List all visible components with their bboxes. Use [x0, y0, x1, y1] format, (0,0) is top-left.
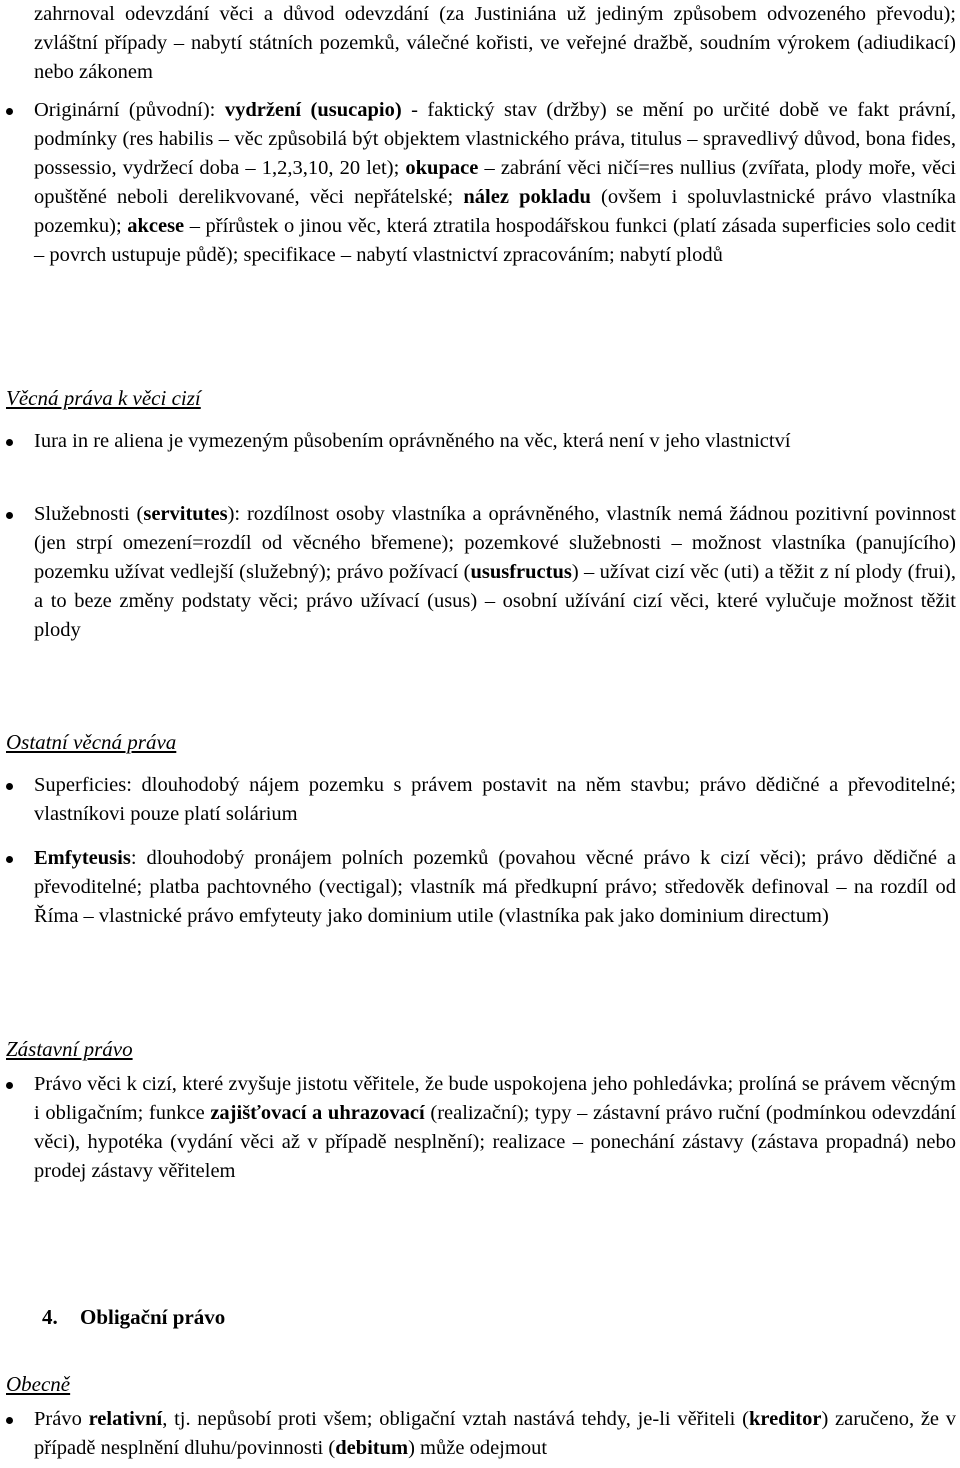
section-heading-zastavni-pravo: Zástavní právo	[6, 1037, 133, 1061]
emphasized-term: okupace	[405, 157, 479, 179]
chapter-heading-obligacni-pravo	[42, 1303, 225, 1332]
chapter-number: 4.	[42, 1305, 58, 1329]
emphasized-term: Emfyteusis	[34, 847, 131, 869]
text-run: – zabrání věci ničí=res nullius (zvířata, plody moře, věci opuštěné neboli derelikvované, věci nepřátelské;	[34, 157, 956, 208]
text-run: Superficies: dlouhodobý nájem pozemku s právem postavit na něm stavbu; právo dědičné a převoditelné; vlastníkovi pouze platí solárium	[34, 774, 956, 825]
list-item-iura-in-re-aliena	[34, 427, 956, 456]
emphasized-term: relativní	[88, 1408, 163, 1430]
emphasized-term: zajišťovací a uhrazovací	[210, 1102, 425, 1124]
emphasized-term: ususfructus	[470, 561, 572, 583]
text-run: : dlouhodobý pronájem polních pozemků (povahou věcné právo k cizí věci); právo dědičné a převoditelné; platba pachtovného (vectigal); vlastník má předkupní právo; středověk definoval – na rozdíl od Říma – vlastnické právo emfyteuty jako dominium utile (vlastníka pak jako dominium directum)	[34, 847, 956, 927]
text-run: (ovšem i spoluvlastnické právo vlastníka pozemku);	[34, 186, 956, 237]
list-item-superficies	[34, 771, 956, 829]
emphasized-term: kreditor	[748, 1408, 822, 1430]
list-item-sluzebnosti	[34, 500, 956, 645]
section-heading-ostatni-vecna-prava: Ostatní věcná práva	[6, 730, 177, 754]
text-run: Iura in re aliena je vymezeným působením oprávněného na věc, která není v jeho vlastnictví	[34, 430, 791, 452]
text-run: , tj. nepůsobí proti všem; obligační vztah nastává tehdy, je-li věřiteli (	[162, 1408, 749, 1430]
list-item-zastavni-pravo	[34, 1070, 956, 1186]
text-run: ) může odejmout	[408, 1437, 548, 1459]
emphasized-term: servitutes	[143, 503, 228, 525]
emphasized-term: vydržení (usucapio)	[224, 99, 402, 121]
text-run: (realizační); typy – zástavní právo ruční (podmínkou odevzdání věci), hypotéka (vydání věci až v případě nesplnění); realizace – ponechání zástavy (zástava propadná) nebo prodej zástavy věřitelem	[34, 1102, 956, 1182]
text-run: - faktický stav (držby) se mění po určité době ve fakt právní, podmínky (res habilis – věc způsobilá být objektem vlastnického práva, titulus – spravedlivý důvod, bona fides, possessio, vydržecí doba – 1,2,3,10, 20 let);	[34, 99, 956, 179]
text-run: ) zaručeno, že v případě nesplnění dluhu/povinnosti (	[34, 1408, 957, 1459]
list-item-emfyteusis	[34, 844, 956, 931]
text-run: Služebnosti (	[34, 503, 144, 525]
list-item-originarni	[34, 96, 956, 270]
intro-paragraph	[34, 0, 956, 87]
emphasized-term: akcese	[127, 215, 185, 237]
section-heading-vecna-prava: Věcná práva k věci cizí	[6, 386, 201, 410]
text-run: Právo	[34, 1408, 89, 1430]
text-run: ) – užívat cizí věc (uti) a těžit z ní plody (frui), a to beze změny podstaty věci; právo užívací (usus) – osobní užívání cizí věci, které vylučuje možnost těžit plody	[34, 561, 957, 641]
text-run: – přírůstek o jinou věc, která ztratila hospodářskou funkci (platí zásada superficies solo cedit – povrch ustupuje půdě); specifikace – nabytí vlastnictví zpracováním; nabytí plodů	[34, 215, 956, 266]
list-item-obecne	[34, 1405, 956, 1463]
emphasized-term: nález pokladu	[463, 186, 591, 208]
text-run: Originární (původní):	[34, 99, 225, 121]
section-heading-obecne: Obecně	[6, 1372, 71, 1396]
emphasized-term: debitum	[335, 1437, 409, 1459]
text-run: zahrnoval odevzdání věci a důvod odevzdání (za Justiniána už jediným způsobem odvozeného převodu); zvláštní případy – nabytí státních pozemků, válečné kořisti, ve veřejné dražbě, soudním výrokem (adiudikací) nebo zákonem	[34, 3, 956, 83]
text-run: ): rozdílnost osoby vlastníka a oprávněného, vlastník nemá žádnou pozitivní povinnost (jen strpí omezení=rozdíl od věcného břemene); pozemkové služebnosti – možnost vlastníka (panujícího) pozemku užívat vedlejší (služebný); právo požívací (	[34, 503, 956, 583]
text-run: Právo věci k cizí, které zvyšuje jistotu věřitele, že bude uspokojena jeho pohledávka; prolíná se právem věcným i obligačním; funkce	[34, 1073, 956, 1124]
chapter-title: Obligační právo	[80, 1305, 226, 1329]
